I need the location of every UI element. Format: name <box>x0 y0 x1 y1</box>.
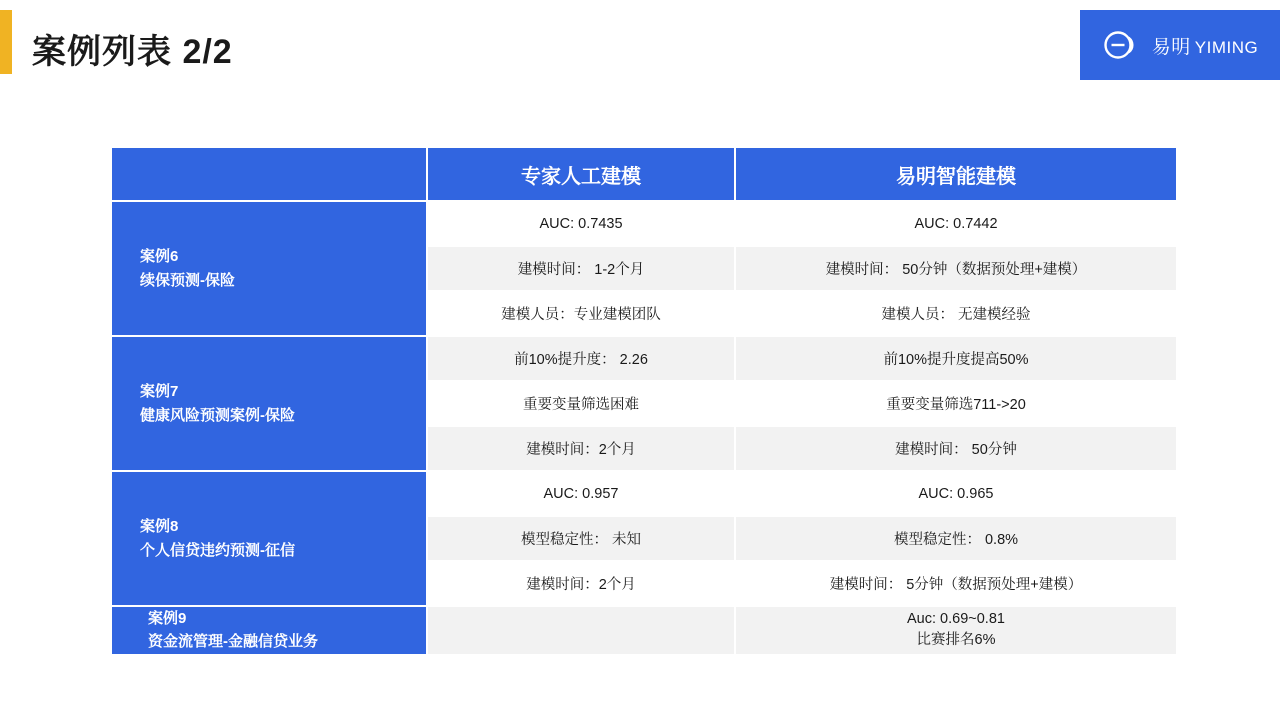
column-header-yiming: 易明智能建模 <box>736 148 1176 200</box>
column-header-expert: 专家人工建模 <box>428 148 736 200</box>
brand-name-en: YIMING <box>1194 37 1259 57</box>
case-label-9 <box>112 605 428 654</box>
case-label-6 <box>112 200 428 335</box>
cell-expert-6-3: 建模人员：专业建模团队 <box>428 290 736 335</box>
brand-logo <box>1080 10 1280 80</box>
cell-expert-8-2: 模型稳定性： 未知 <box>428 515 736 560</box>
case-label-8-line1: 案例8 <box>140 518 179 536</box>
cell-yiming-7-3: 建模时间： 50分钟 <box>736 425 1176 470</box>
table-header-row <box>112 148 1176 200</box>
cell-expert-6-1: AUC: 0.7435 <box>428 200 736 245</box>
cell-yiming-9-1 <box>736 605 1176 654</box>
case-label-8-line2: 个人信贷违约预测-征信 <box>140 541 295 559</box>
cell-yiming-7-1: 前10%提升度提高50% <box>736 335 1176 380</box>
cell-yiming-9-1-line1: Auc: 0.69~0.81 <box>907 610 1005 627</box>
cell-expert-8-3: 建模时间：2个月 <box>428 560 736 605</box>
cell-expert-6-2: 建模时间： 1-2个月 <box>428 245 736 290</box>
cell-yiming-8-1: AUC: 0.965 <box>736 470 1176 515</box>
brand-logo-text <box>1152 32 1258 59</box>
case-label-8 <box>112 470 428 605</box>
cell-yiming-6-1: AUC: 0.7442 <box>736 200 1176 245</box>
case-label-9-line2: 资金流管理-金融信贷业务 <box>148 633 318 651</box>
yiming-logo-icon <box>1102 26 1140 64</box>
table-row <box>112 605 1176 654</box>
case-label-7-line2: 健康风险预测案例-保险 <box>140 406 295 424</box>
column-header-blank <box>112 148 428 200</box>
cell-expert-7-2: 重要变量筛选困难 <box>428 380 736 425</box>
case-label-6-line1: 案例6 <box>140 248 179 266</box>
case-comparison-table <box>112 148 1176 654</box>
cell-expert-8-1: AUC: 0.957 <box>428 470 736 515</box>
cell-yiming-8-2: 模型稳定性： 0.8% <box>736 515 1176 560</box>
case-label-6-line2: 续保预测-保险 <box>140 271 235 289</box>
page-title: 案例列表 2/2 <box>32 33 233 71</box>
cell-expert-7-3: 建模时间：2个月 <box>428 425 736 470</box>
case-label-7 <box>112 335 428 470</box>
case-label-9-line1: 案例9 <box>148 610 187 627</box>
cell-yiming-8-3: 建模时间： 5分钟（数据预处理+建模） <box>736 560 1176 605</box>
table-row <box>112 200 1176 245</box>
case-label-7-line1: 案例7 <box>140 383 179 401</box>
cell-expert-7-1: 前10%提升度： 2.26 <box>428 335 736 380</box>
table-row <box>112 470 1176 515</box>
cell-yiming-9-1-line2: 比赛排名6% <box>916 632 996 649</box>
cell-yiming-7-2: 重要变量筛选711->20 <box>736 380 1176 425</box>
title-accent-bar <box>0 10 12 74</box>
cell-yiming-6-2: 建模时间： 50分钟（数据预处理+建模） <box>736 245 1176 290</box>
cell-expert-9-1 <box>428 605 736 654</box>
table-row <box>112 335 1176 380</box>
brand-name-cn: 易明 <box>1151 36 1191 58</box>
cell-yiming-6-3: 建模人员： 无建模经验 <box>736 290 1176 335</box>
